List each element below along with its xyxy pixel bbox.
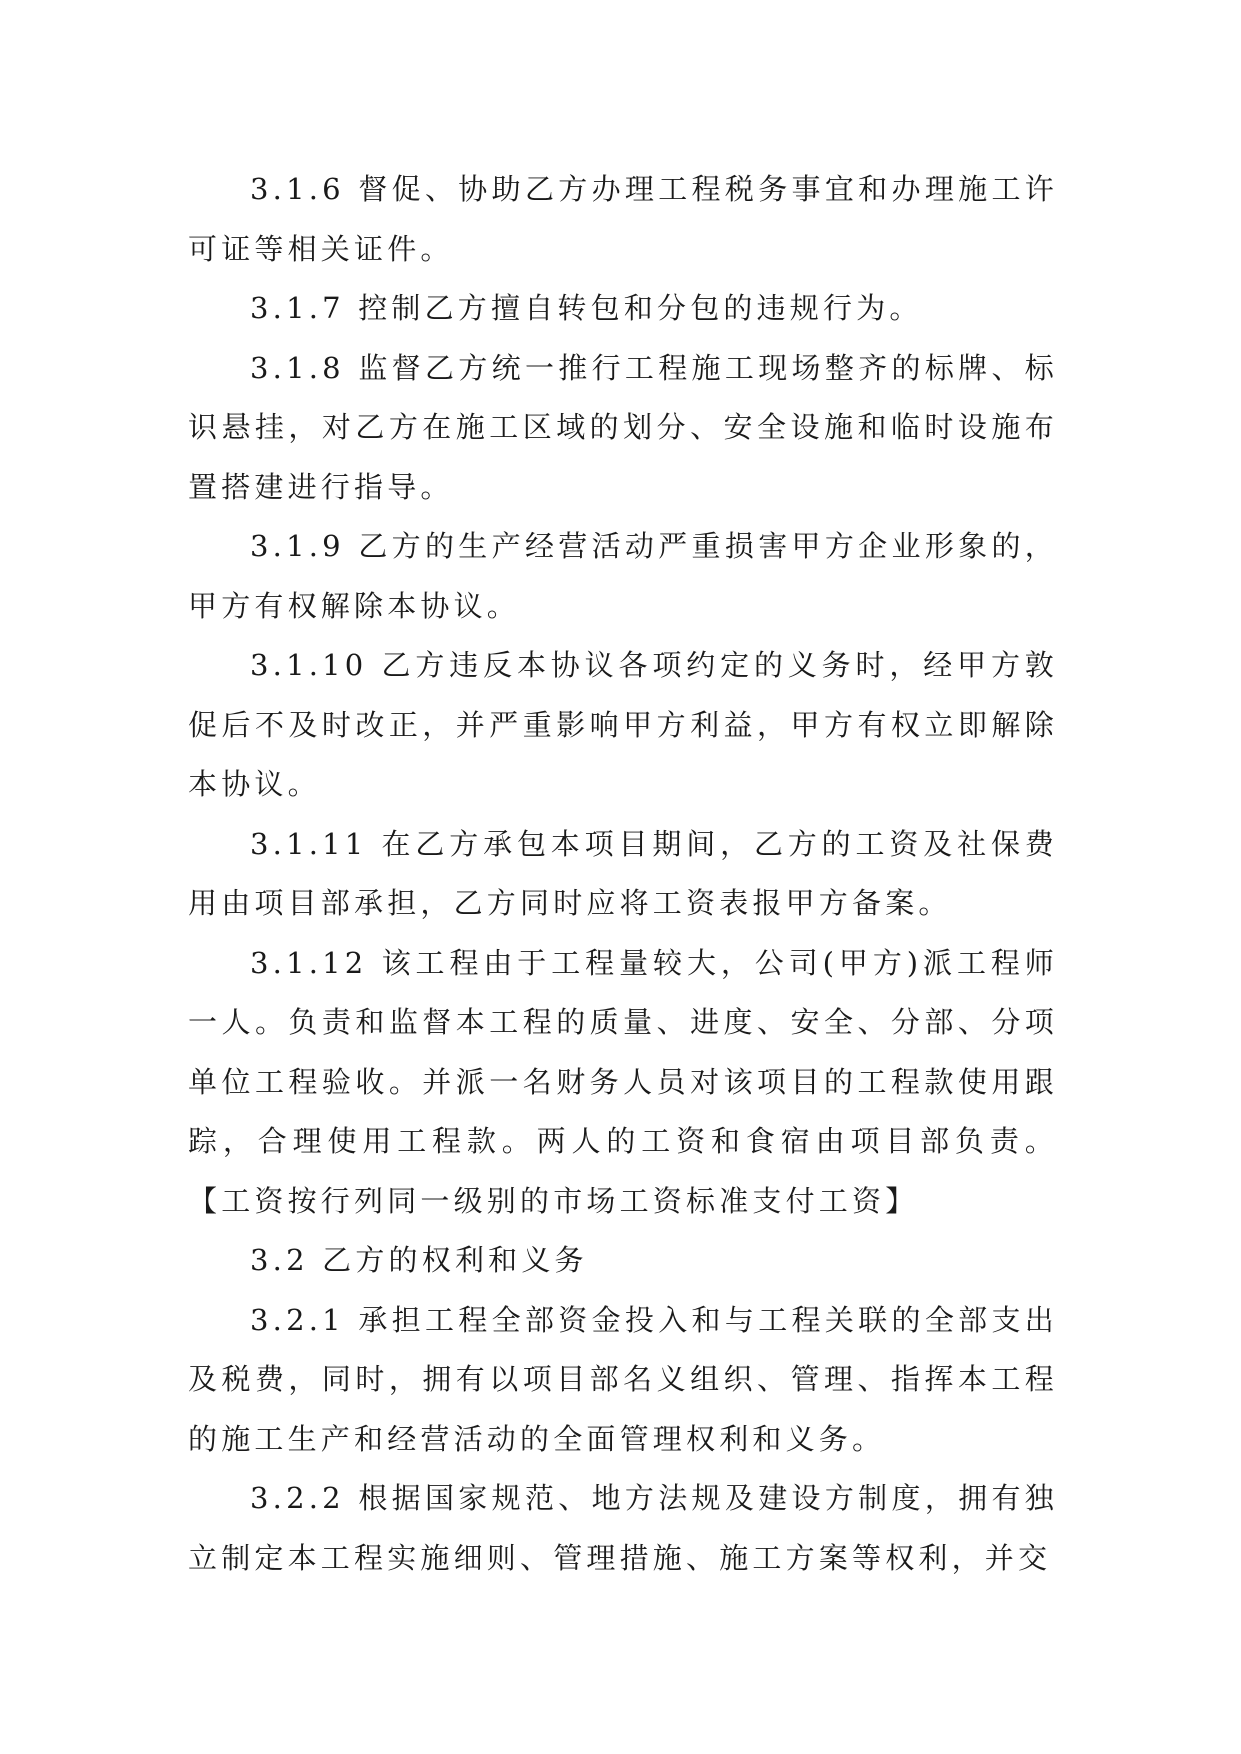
clause-3-2-1: 3.2.1 承担工程全部资金投入和与工程关联的全部支出及税费，同时，拥有以项目部名义组织、管理、指挥本工程的施工生产和经营活动的全面管理权利和义务。 — [188, 1302, 1058, 1456]
clause-3-1-11: 3.1.11 在乙方承包本项目期间，乙方的工资及社保费用由项目部承担，乙方同时应将工资表报甲方备案。 — [188, 826, 1058, 920]
clause-3-2-2: 3.2.2 根据国家规范、地方法规及建设方制度，拥有独立制定本工程实施细则、管理措施、施工方案等权利，并交 — [188, 1481, 1058, 1575]
clause-3-1-8: 3.1.8 监督乙方统一推行工程施工现场整齐的标牌、标识悬挂，对乙方在施工区域的划分、安全设施和临时设施布置搭建进行指导。 — [188, 350, 1058, 504]
section-heading-3-2: 3.2 乙方的权利和义务 — [250, 1243, 588, 1277]
document-body — [188, 160, 1058, 1588]
clause-3-1-9: 3.1.9 乙方的生产经营活动严重损害甲方企业形象的，甲方有权解除本协议。 — [188, 529, 1058, 623]
clause-3-1-12: 3.1.12 该工程由于工程量较大，公司(甲方)派工程师一人。负责和监督本工程的质量、进度、安全、分部、分项单位工程验收。并派一名财务人员对该项目的工程款使用跟踪，合理使用工程款。两人的工资和食宿由项目部负责。【工资按行列同一级别的市场工资标准支付工资】 — [188, 945, 1058, 1218]
clause-3-1-7: 3.1.7 控制乙方擅自转包和分包的违规行为。 — [250, 291, 923, 325]
clause-3-1-10: 3.1.10 乙方违反本协议各项约定的义务时，经甲方敦促后不及时改正，并严重影响甲方利益，甲方有权立即解除本协议。 — [188, 648, 1058, 801]
clause-3-1-6: 3.1.6 督促、协助乙方办理工程税务事宜和办理施工许可证等相关证件。 — [188, 172, 1058, 266]
